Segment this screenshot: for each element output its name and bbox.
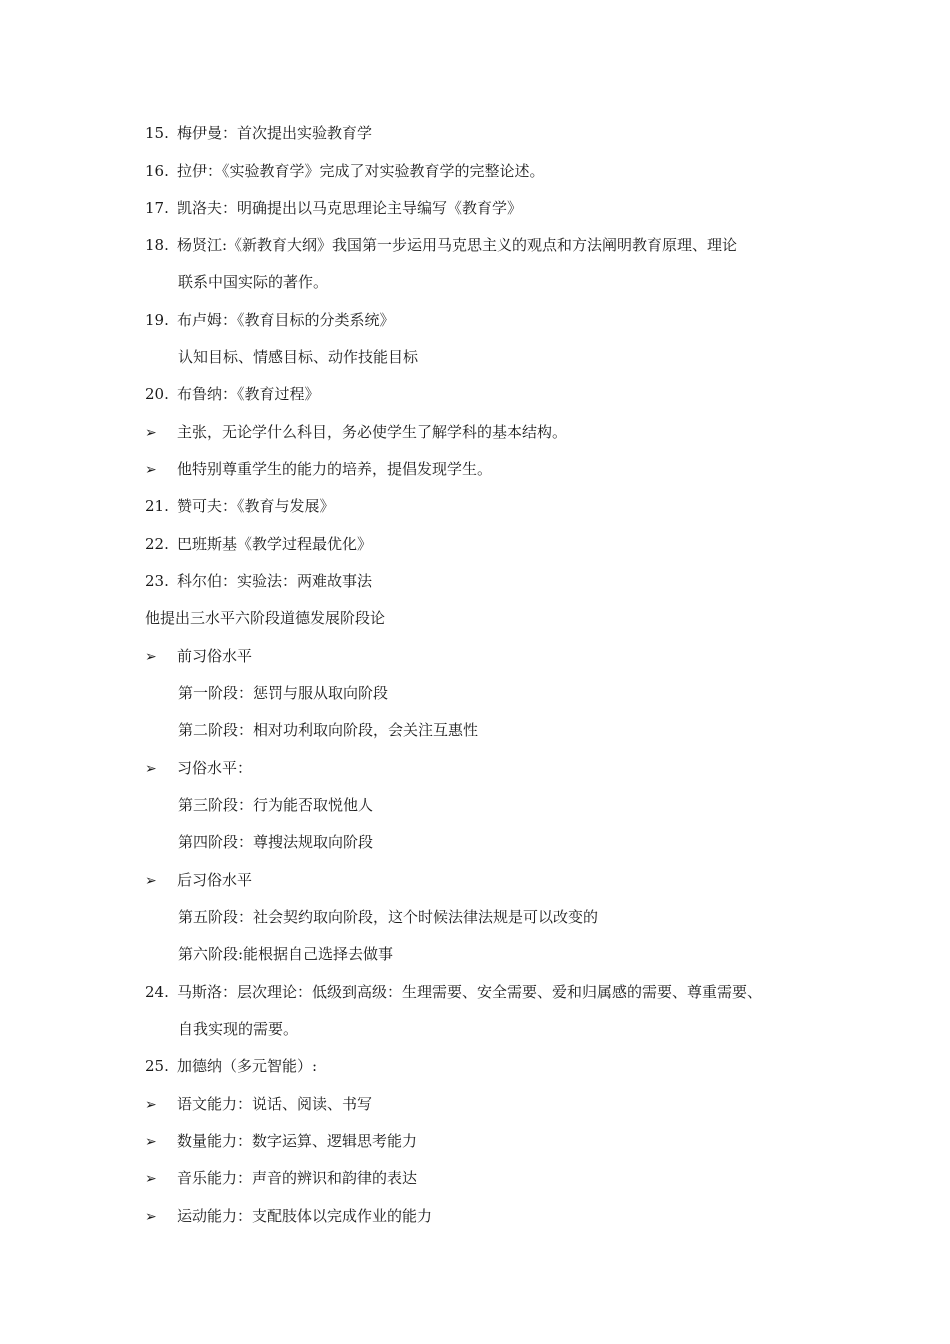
item-text: 赞可夫：《教育与发展》 [177,497,335,515]
item-text: 梅伊曼：首次提出实验教育学 [177,124,373,142]
bullet-text: 语文能力：说话、阅读、书写 [177,1095,373,1113]
list-item-18 [145,233,737,257]
stage-line: 第四阶段：尊搜法规取向阶段 [178,833,374,851]
paragraph: 他提出三水平六阶段道德发展阶段论 [145,609,386,627]
bullet-item [145,1129,417,1153]
arrow-bullet-icon: ➢ [145,761,157,777]
list-item-19 [145,308,395,332]
arrow-bullet-icon: ➢ [145,1097,157,1113]
list-item-16 [145,159,545,183]
item-text: 加德纳（多元智能）: [177,1057,318,1075]
bullet-item [145,756,252,780]
stage-line: 第二阶段：相对功利取向阶段，会关注互惠性 [178,721,479,739]
item-number: 22. [145,535,169,553]
item-text: 拉伊：《实验教育学》完成了对实验教育学的完整论述。 [177,162,545,180]
arrow-bullet-icon: ➢ [145,1171,157,1187]
item-number: 16. [145,162,169,180]
bullet-text: 数量能力：数字运算、逻辑思考能力 [177,1132,418,1150]
list-item-15 [145,121,372,145]
list-item-17 [145,196,522,220]
item-number: 17. [145,199,169,217]
item-number: 18. [145,236,169,254]
item-number: 20. [145,385,169,403]
item-text: 布卢姆：《教育目标的分类系统》 [177,311,395,329]
list-item-23 [145,569,372,593]
arrow-bullet-icon: ➢ [145,462,157,478]
bullet-text: 音乐能力：声音的辨识和韵律的表达 [177,1169,418,1187]
item-text: 巴班斯基《教学过程最优化》 [177,535,373,553]
bullet-item [145,868,252,892]
item-text: 科尔伯：实验法：两难故事法 [177,572,373,590]
stage-line: 第三阶段：行为能否取悦他人 [178,796,374,814]
item-text: 杨贤江:《新教育大纲》我国第一步运用马克思主义的观点和方法阐明教育原理、理论 [177,236,738,254]
bullet-text: 主张，无论学什么科目，务必使学生了解学科的基本结构。 [177,423,568,441]
bullet-text: 习俗水平： [177,759,253,777]
bullet-item [145,644,252,668]
arrow-bullet-icon: ➢ [145,873,157,889]
item-number: 25. [145,1057,169,1075]
item-number: 21. [145,497,169,515]
list-item-25 [145,1054,317,1078]
bullet-text: 前习俗水平 [177,647,253,665]
list-item-21 [145,494,335,518]
list-item-22 [145,532,372,556]
bullet-text: 他特别尊重学生的能力的培养，提倡发现学生。 [177,460,493,478]
bullet-text: 后习俗水平 [177,871,253,889]
item-number: 24. [145,983,169,1001]
item-number: 23. [145,572,169,590]
arrow-bullet-icon: ➢ [145,1134,157,1150]
bullet-item [145,420,567,444]
arrow-bullet-icon: ➢ [145,649,157,665]
item-number: 15. [145,124,169,142]
item-text: 布鲁纳：《教育过程》 [177,385,320,403]
item-text: 马斯洛：层次理论：低级到高级：生理需要、安全需要、爱和归属感的需要、尊重需要、 [177,983,763,1001]
item-text: 凯洛夫：明确提出以马克思理论主导编写《教育学》 [177,199,523,217]
bullet-item [145,457,492,481]
list-item-24-continued: 自我实现的需要。 [178,1020,299,1038]
item-number: 19. [145,311,169,329]
arrow-bullet-icon: ➢ [145,425,157,441]
list-item-24 [145,980,762,1004]
bullet-text: 运动能力：支配肢体以完成作业的能力 [177,1207,433,1225]
list-item-20 [145,382,320,406]
arrow-bullet-icon: ➢ [145,1209,157,1225]
bullet-item [145,1092,372,1116]
list-item-18-continued: 联系中国实际的著作。 [178,273,329,291]
stage-line: 第五阶段：社会契约取向阶段，这个时候法律法规是可以改变的 [178,908,599,926]
bullet-item [145,1204,432,1228]
stage-line: 第六阶段:能根据自己选择去做事 [178,945,394,963]
stage-line: 第一阶段：惩罚与服从取向阶段 [178,684,389,702]
list-item-19-continued: 认知目标、情感目标、动作技能目标 [178,348,419,366]
bullet-item [145,1166,417,1190]
